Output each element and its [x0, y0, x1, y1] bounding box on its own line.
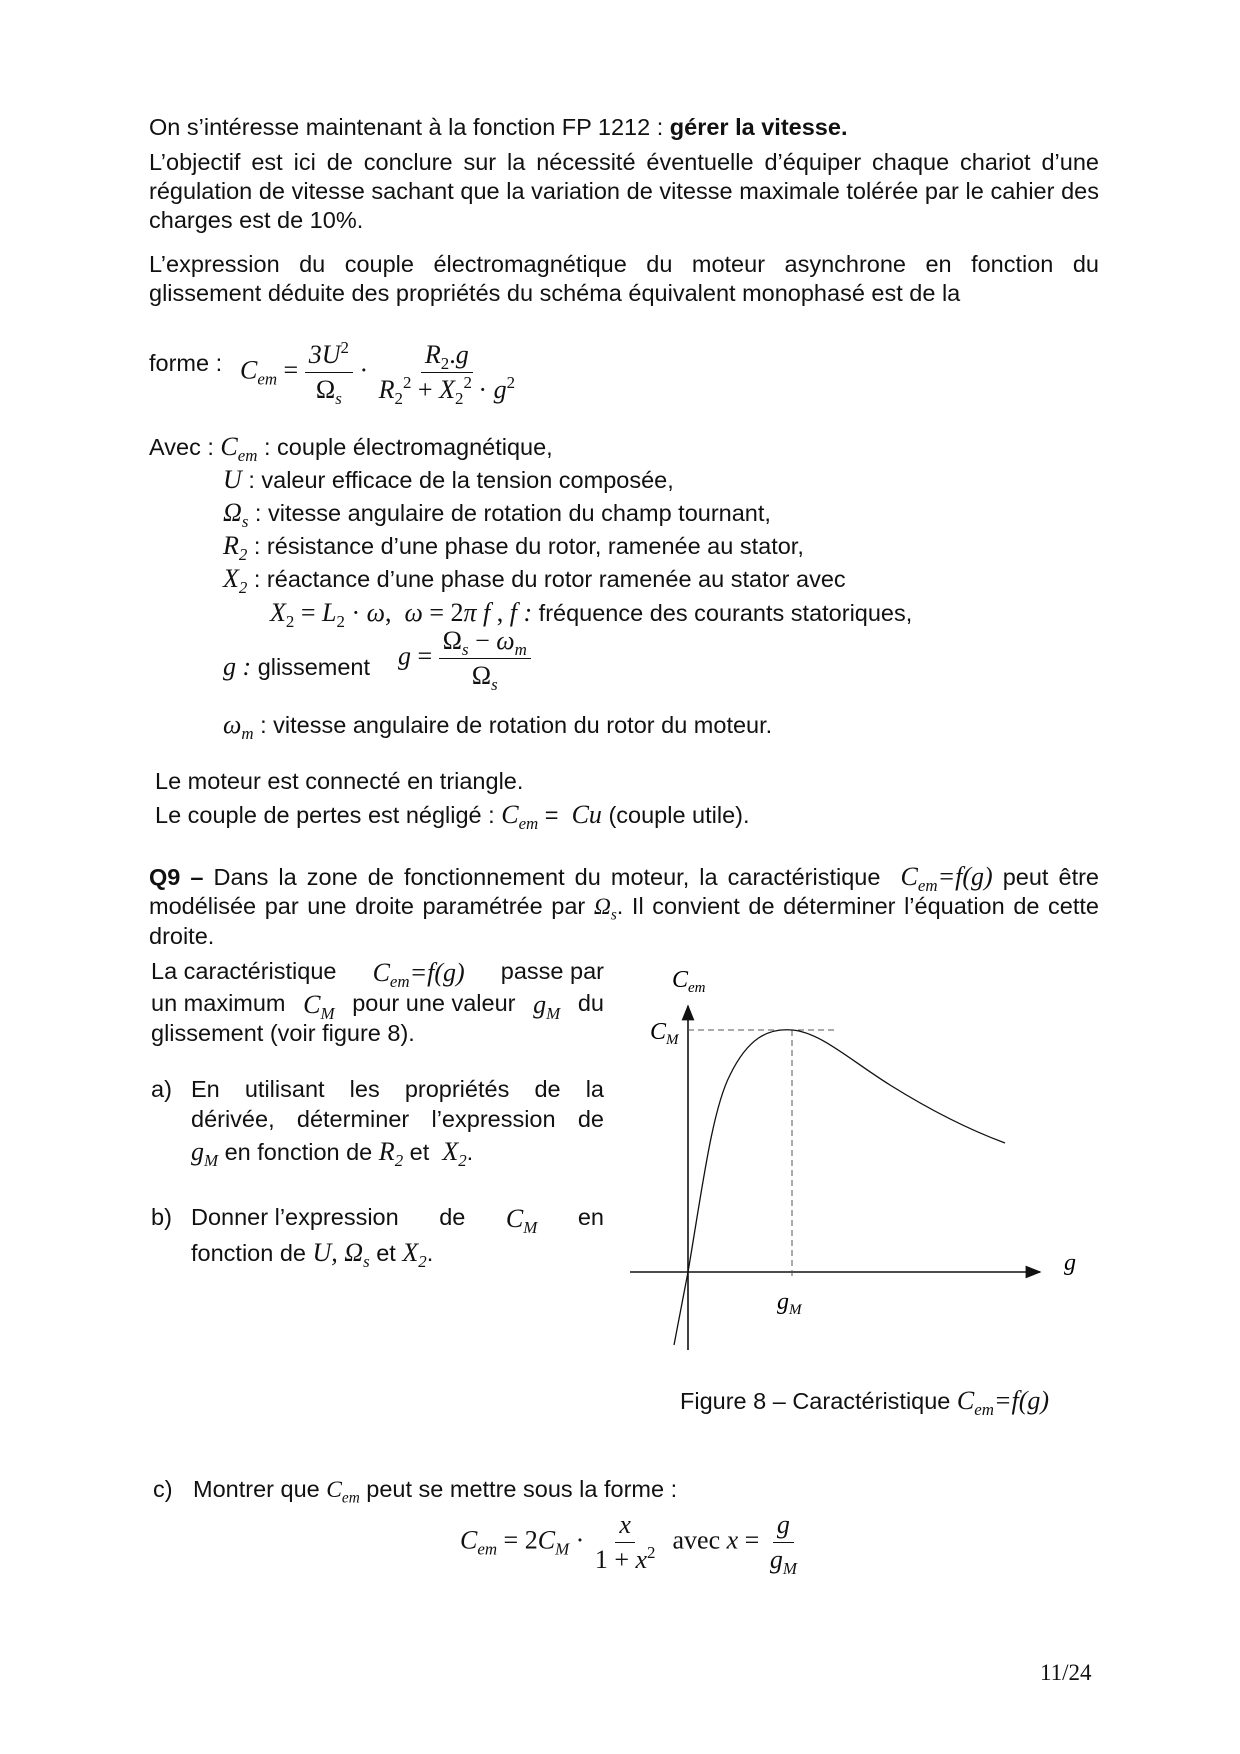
qc-avec: avec — [672, 1525, 721, 1555]
def-cem: Avec : $C_{em}$ : couple électromagnétique, — [149, 432, 553, 465]
qa-line-1: En utilisant les propriétés de la — [191, 1076, 604, 1102]
figure-caption: Figure 8 – Caractéristique $C_{em}=f(g)$ — [680, 1386, 1050, 1419]
avec-label: Avec : — [149, 434, 214, 460]
g-formula: g = $\frac{\Omega_s - \omega_m}{\Omega_s}$ — [398, 626, 531, 691]
carac-line-1: La caractéristique $C_{em}=f(g)$ passe par — [151, 958, 604, 991]
def-freq-text: fréquence des courants statoriques, — [538, 600, 913, 626]
def-r2-text: : résistance d’une phase du rotor, ramenée au stator, — [253, 533, 804, 559]
qb-line-2: fonction de U, $\Omega_s$ et $X_2$. — [191, 1238, 434, 1271]
q9-text-d: . Il convient de déterminer l’équation — [616, 893, 1005, 919]
def-u: U : valeur efficace de la tension composée, — [223, 465, 674, 494]
x-axis-label: g — [1064, 1250, 1076, 1276]
def-omega-m-text: : vitesse angulaire de rotation du rotor du moteur. — [260, 712, 773, 738]
q9-text-e: de cette droite. — [149, 893, 1100, 949]
forme-label: forme : — [149, 350, 223, 376]
def-r2: $R_2$ : résistance d’une phase du rotor, ramenée au stator, — [223, 531, 804, 564]
def-u-text: : valeur efficace de la tension composée, — [248, 467, 674, 493]
intro-paragraph — [149, 113, 1099, 142]
carac-t5: du — [577, 990, 604, 1016]
carac-line-2: un maximum $C_M$ pour une valeur $g_M$ du — [151, 990, 604, 1023]
qb-label: b) — [151, 1204, 172, 1230]
pertes-suffix: (couple utile). — [608, 802, 750, 828]
def-x2-formula: $X_2 = L_2 \cdot \omega$, ω = 2π f , f : fréquence des courants statoriques, — [270, 598, 913, 631]
cem-curve — [674, 1030, 1005, 1345]
q9-text-c: être modélisée par une droite paramétrée par — [149, 864, 1099, 919]
cem-formula: $C_{em}$ = $\frac{3U^2}{\Omega_s}$ · $\frac{R_2.g}{R_2^2 + X_2^2 \cdot g^2}$ — [240, 337, 516, 408]
carac-line-3: glissement (voir figure 8). — [151, 1020, 415, 1046]
qa-label: a) — [151, 1076, 172, 1102]
qb-line-1: Donner l’expression de $C_M$ en — [191, 1204, 604, 1237]
qc-formula: $C_{em} = 2C_M$ · $\frac{x}{1 + x^2}$ avec x = $\frac{g}{g_M}$ — [460, 1510, 797, 1578]
motor-triangle-text: Le moteur est connecté en triangle. — [155, 768, 524, 794]
q9-paragraph: Q9 – Dans la zone de fonctionnement du moteur, la caractéristique $C_{em}=f(g)$ peut être modélisée par une droite paramétrée par $\Omega_s$. Il convient de déterminer l’équation de cette droite. — [149, 862, 1100, 949]
qb-line-2-text: fonction de — [191, 1240, 306, 1266]
expression-intro-paragraph: L’expression du couple électromagnétique du moteur asynchrone en fonction du glissement déduite des propriétés du schéma équivalent monophasé est de la — [149, 251, 1099, 306]
page-number: 11/24 — [1040, 1660, 1092, 1685]
qc-line: Montrer que $C_{em}$ peut se mettre sous la forme : — [193, 1476, 678, 1507]
qa-line-3-text: en fonction de — [224, 1139, 373, 1165]
intro-bold: gérer la vitesse. — [669, 114, 848, 140]
carac-t4: pour une valeur — [352, 990, 516, 1016]
qa-line-2: dérivée, déterminer l’expression de — [191, 1106, 604, 1132]
q9-text-b: peut — [1002, 864, 1049, 890]
qa-line-3: $g_M$ en fonction de $R_2$ et $X_2$. — [191, 1137, 474, 1170]
def-x2-text: : réactance d’une phase du rotor ramenée au stator avec — [253, 566, 846, 592]
def-g: g : glissement — [223, 652, 371, 681]
qb-and: et — [376, 1240, 396, 1266]
qc-text-a: Montrer que — [193, 1476, 320, 1502]
def-g-text: glissement — [257, 654, 371, 680]
qc-text-b: peut se mettre sous la forme : — [366, 1476, 678, 1502]
q9-text-a: Dans la zone de fonctionnement du moteur, la caractéristique — [213, 864, 881, 890]
gm-label: $g_M$ — [777, 1289, 802, 1318]
figure-8-chart — [620, 950, 1100, 1370]
figure-caption-text: Figure 8 – Caractéristique — [680, 1388, 951, 1414]
pertes-text: Le couple de pertes est négligé : — [155, 802, 495, 828]
peak-label: $C_M$ — [650, 1019, 679, 1048]
pertes-line: Le couple de pertes est négligé : $C_{em} = Cu$ (couple utile). — [155, 800, 750, 833]
objective-paragraph: L’objectif est ici de conclure sur la nécessité éventuelle d’équiper chaque chariot d’une régulation de vitesse sachant que la variation de vitesse maximale tolérée par le cahier des charges est de 10%. — [149, 149, 1099, 233]
q9-label: Q9 – — [149, 864, 204, 890]
def-omega-s: $\Omega_s$ : vitesse angulaire de rotation du champ tournant, — [223, 498, 771, 531]
qa-and: et — [409, 1139, 430, 1165]
qc-label: c) — [153, 1476, 173, 1502]
carac-t3: un maximum — [151, 990, 286, 1016]
carac-t1: La caractéristique — [151, 958, 337, 984]
y-axis-label: $C_{em}$ — [672, 967, 706, 996]
carac-t2: passe par — [500, 958, 604, 984]
qb-line-1b: de — [439, 1204, 466, 1230]
intro-text: On s’intéresse maintenant à la fonction FP 1212 : — [149, 114, 670, 140]
def-x2: $X_2$ : réactance d’une phase du rotor ramenée au stator avec — [223, 564, 846, 597]
def-omega-s-text: : vitesse angulaire de rotation du champ tournant, — [254, 500, 771, 526]
def-omega-m: $\omega_m$ : vitesse angulaire de rotation du rotor du moteur. — [223, 710, 773, 743]
qb-line-1c: en — [577, 1204, 604, 1230]
qb-line-1a: Donner l’expression — [191, 1204, 399, 1230]
def-cem-text: : couple électromagnétique, — [264, 434, 553, 460]
